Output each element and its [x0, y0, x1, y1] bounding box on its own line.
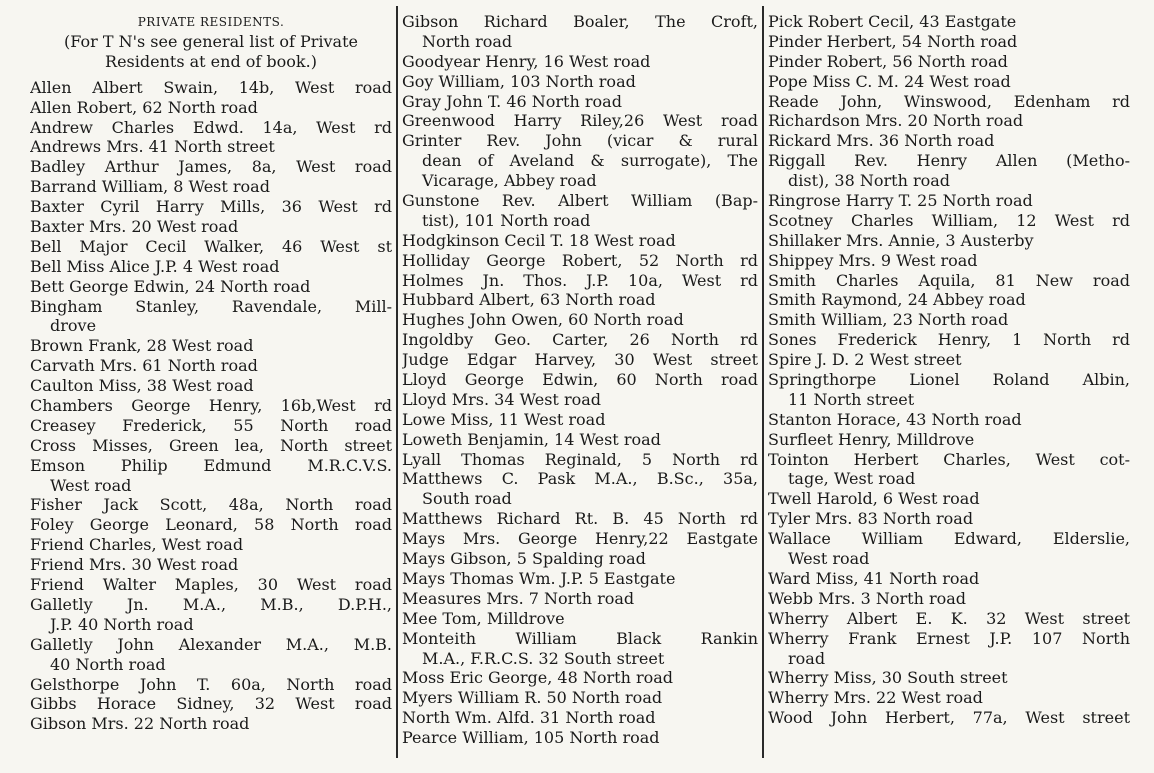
- resident-entry: Caulton Miss, 38 West road: [30, 376, 254, 396]
- resident-entry: Reade John, Winswood, Edenham rd: [768, 91, 1130, 111]
- entry-continuation: M.A., F.R.C.S. 32 South street: [422, 648, 665, 668]
- column-divider: [396, 6, 398, 758]
- entry-continuation: J.P. 40 North road: [50, 614, 194, 634]
- resident-entry: Ringrose Harry T. 25 North road: [768, 191, 1033, 211]
- resident-entry: Ward Miss, 41 North road: [768, 568, 980, 588]
- section-heading: PRIVATE RESIDENTS.: [137, 15, 285, 29]
- resident-entry: Andrews Mrs. 41 North street: [30, 137, 275, 157]
- entry-continuation: dist), 38 North road: [788, 171, 951, 191]
- resident-entry: Friend Mrs. 30 West road: [30, 555, 239, 575]
- resident-entry: Matthews Richard Rt. B. 45 North rd: [402, 509, 758, 529]
- resident-entry: Grinter Rev. John (vicar & rural: [402, 131, 758, 151]
- entry-continuation: South road: [422, 489, 512, 509]
- resident-entry: Greenwood Harry Riley,26 West road: [402, 111, 758, 131]
- resident-entry: Measures Mrs. 7 North road: [402, 588, 635, 608]
- entry-continuation: West road: [788, 549, 870, 569]
- resident-entry: Holmes Jn. Thos. J.P. 10a, West rd: [402, 270, 758, 290]
- resident-entry: Andrew Charles Edwd. 14a, West rd: [30, 117, 392, 137]
- entry-continuation: tist), 101 North road: [422, 210, 591, 230]
- resident-entry: Creasey Frederick, 55 North road: [30, 415, 392, 435]
- resident-entry: Gray John T. 46 North road: [402, 91, 622, 111]
- resident-entry: Sones Frederick Henry, 1 North rd: [768, 330, 1130, 350]
- entry-continuation: dean of Aveland & surrogate), The: [422, 151, 758, 171]
- resident-entry: Springthorpe Lionel Roland Albin,: [768, 370, 1130, 390]
- resident-entry: Gibson Richard Boaler, The Croft,: [402, 12, 758, 31]
- resident-entry: Lloyd George Edwin, 60 North road: [402, 370, 758, 390]
- resident-entry: Stanton Horace, 43 North road: [768, 409, 1022, 429]
- resident-entry: Hubbard Albert, 63 North road: [402, 290, 656, 310]
- resident-entry: Goodyear Henry, 16 West road: [402, 51, 651, 71]
- resident-entry: Twell Harold, 6 West road: [768, 489, 980, 509]
- resident-entry: North Wm. Alfd. 31 North road: [402, 708, 656, 728]
- resident-entry: Chambers George Henry, 16b,West rd: [30, 396, 392, 416]
- resident-entry: Wherry Miss, 30 South street: [768, 668, 1008, 688]
- resident-entry: Cross Misses, Green lea, North street: [30, 435, 392, 455]
- resident-entry: Gibbs Horace Sidney, 32 West road: [30, 694, 392, 714]
- resident-entry: Galletly Jn. M.A., M.B., D.P.H.,: [30, 594, 392, 614]
- resident-entry: Shillaker Mrs. Annie, 3 Austerby: [768, 230, 1034, 250]
- resident-entry: Webb Mrs. 3 North road: [768, 588, 967, 608]
- entry-list: [30, 78, 392, 734]
- resident-entry: Wood John Herbert, 77a, West street: [768, 708, 1130, 728]
- resident-entry: Allen Robert, 62 North road: [30, 97, 258, 117]
- entry-continuation: West road: [50, 475, 132, 495]
- resident-entry: Lowe Miss, 11 West road: [402, 409, 606, 429]
- resident-entry: Pearce William, 105 North road: [402, 728, 660, 748]
- resident-entry: Judge Edgar Harvey, 30 West street: [402, 350, 758, 370]
- resident-entry: Allen Albert Swain, 14b, West road: [30, 77, 392, 97]
- resident-entry: Barrand William, 8 West road: [30, 177, 270, 197]
- resident-entry: Mays Mrs. George Henry,22 Eastgate: [402, 529, 758, 549]
- resident-entry: Badley Arthur James, 8a, West road: [30, 157, 392, 177]
- resident-entry: Mays Thomas Wm. J.P. 5 Eastgate: [402, 568, 676, 588]
- resident-entry: Gelsthorpe John T. 60a, North road: [30, 674, 392, 694]
- resident-entry: Loweth Benjamin, 14 West road: [402, 429, 661, 449]
- resident-entry: Wherry Frank Ernest J.P. 107 North: [768, 628, 1130, 648]
- resident-entry: Goy William, 103 North road: [402, 71, 636, 91]
- resident-entry: Pinder Robert, 56 North road: [768, 51, 1008, 71]
- entry-list: [402, 12, 758, 748]
- resident-entry: Rickard Mrs. 36 North road: [768, 131, 995, 151]
- directory-column-2: [402, 12, 758, 748]
- resident-entry: Hughes John Owen, 60 North road: [402, 310, 684, 330]
- resident-entry: Bell Major Cecil Walker, 46 West st: [30, 236, 392, 256]
- resident-entry: Wherry Mrs. 22 West road: [768, 688, 983, 708]
- section-note: (For T N's see general list of Private: [63, 32, 358, 51]
- resident-entry: Lloyd Mrs. 34 West road: [402, 389, 601, 409]
- resident-entry: Bell Miss Alice J.P. 4 West road: [30, 256, 280, 276]
- resident-entry: Emson Philip Edmund M.R.C.V.S.: [30, 455, 392, 475]
- column-divider: [762, 6, 764, 758]
- resident-entry: Smith William, 23 North road: [768, 310, 1009, 330]
- entry-continuation: road: [788, 648, 826, 668]
- resident-entry: Tyler Mrs. 83 North road: [768, 509, 974, 529]
- resident-entry: Hodgkinson Cecil T. 18 West road: [402, 230, 676, 250]
- entry-continuation: 40 North road: [50, 654, 166, 674]
- resident-entry: Baxter Cyril Harry Mills, 36 West rd: [30, 197, 392, 217]
- resident-entry: Gibson Mrs. 22 North road: [30, 714, 250, 734]
- resident-entry: Surfleet Henry, Milldrove: [768, 429, 975, 449]
- resident-entry: Foley George Leonard, 58 North road: [30, 515, 392, 535]
- resident-entry: Shippey Mrs. 9 West road: [768, 250, 978, 270]
- resident-entry: Fisher Jack Scott, 48a, North road: [30, 495, 392, 515]
- resident-entry: Spire J. D. 2 West street: [768, 350, 962, 370]
- resident-entry: Monteith William Black Rankin: [402, 628, 758, 648]
- resident-entry: Pick Robert Cecil, 43 Eastgate: [768, 12, 1017, 31]
- resident-entry: Bett George Edwin, 24 North road: [30, 276, 311, 296]
- resident-entry: Pope Miss C. M. 24 West road: [768, 71, 1011, 91]
- entry-continuation: Vicarage, Abbey road: [422, 171, 597, 191]
- resident-entry: Brown Frank, 28 West road: [30, 336, 254, 356]
- resident-entry: Tointon Herbert Charles, West cot-: [768, 449, 1130, 469]
- entry-continuation: tage, West road: [788, 469, 916, 489]
- resident-entry: Moss Eric George, 48 North road: [402, 668, 674, 688]
- resident-entry: Holliday George Robert, 52 North rd: [402, 250, 758, 270]
- directory-column-1: [30, 12, 392, 734]
- resident-entry: Wallace William Edward, Elderslie,: [768, 529, 1130, 549]
- entry-continuation: 11 North street: [788, 389, 915, 409]
- resident-entry: Carvath Mrs. 61 North road: [30, 356, 258, 376]
- entry-continuation: North road: [422, 31, 513, 51]
- resident-entry: Wherry Albert E. K. 32 West street: [768, 608, 1130, 628]
- resident-entry: Mee Tom, Milldrove: [402, 608, 565, 628]
- resident-entry: Galletly John Alexander M.A., M.B.: [30, 634, 392, 654]
- entry-list: [768, 12, 1130, 728]
- resident-entry: Riggall Rev. Henry Allen (Metho-: [768, 151, 1130, 171]
- resident-entry: Friend Charles, West road: [30, 535, 244, 555]
- resident-entry: Matthews C. Pask M.A., B.Sc., 35a,: [402, 469, 758, 489]
- resident-entry: Bingham Stanley, Ravendale, Mill-: [30, 296, 392, 316]
- resident-entry: Baxter Mrs. 20 West road: [30, 217, 239, 237]
- directory-column-3: [768, 12, 1130, 728]
- resident-entry: Pinder Herbert, 54 North road: [768, 31, 1018, 51]
- resident-entry: Lyall Thomas Reginald, 5 North rd: [402, 449, 758, 469]
- resident-entry: Smith Charles Aquila, 81 New road: [768, 270, 1130, 290]
- entry-continuation: drove: [50, 316, 97, 336]
- resident-entry: Gunstone Rev. Albert William (Bap-: [402, 191, 758, 211]
- resident-entry: Myers William R. 50 North road: [402, 688, 663, 708]
- resident-entry: Smith Raymond, 24 Abbey road: [768, 290, 1026, 310]
- resident-entry: Mays Gibson, 5 Spalding road: [402, 549, 646, 569]
- resident-entry: Ingoldby Geo. Carter, 26 North rd: [402, 330, 758, 350]
- resident-entry: Friend Walter Maples, 30 West road: [30, 575, 392, 595]
- section-note: Residents at end of book.): [105, 51, 317, 71]
- resident-entry: Richardson Mrs. 20 North road: [768, 111, 1024, 131]
- resident-entry: Scotney Charles William, 12 West rd: [768, 210, 1130, 230]
